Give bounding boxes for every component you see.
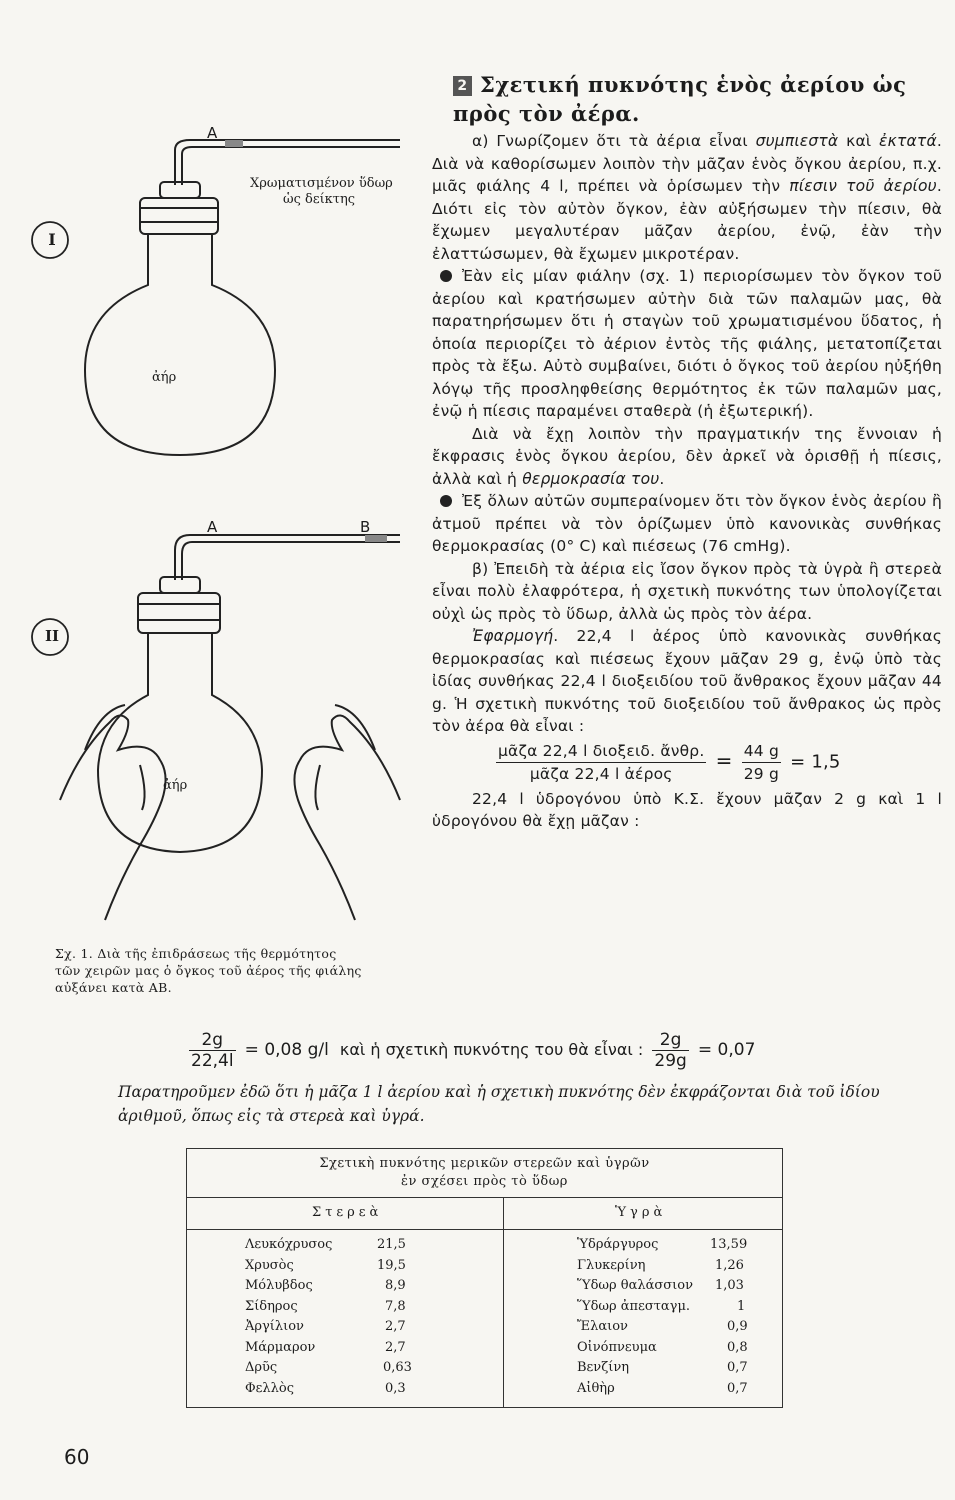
label-b: B xyxy=(360,518,371,536)
table-row: Λευκόχρυσος 21,5 xyxy=(245,1237,406,1252)
right-hand xyxy=(294,715,400,920)
density-table xyxy=(186,1148,783,1408)
table-row: Μόλυβδος 8,9 xyxy=(245,1278,406,1293)
table-row: Ὕδωρ θαλάσσιον 1,03 xyxy=(577,1278,744,1293)
bullet-icon xyxy=(440,270,452,282)
table-row: Ὕδωρ ἀπεσταγμ. 1 xyxy=(577,1298,746,1314)
table-row: Ὑδράργυρος 13,59 xyxy=(577,1237,748,1252)
equation-co2: $\frac{\text{μᾶζα 22,4 l διοξειδ. ἄνθρ.}}{\text{μᾶζα 22,4 l ἀέρος}}$ = $\frac{44 g}{29 g}$ = 1,5 xyxy=(498,741,841,783)
paragraph-bullet-2: Ἐξ ὅλων αὐτῶν συμπεραίνομεν ὅτι τὸν ὄγκον ἑνὸς ἀερίου ἢ ἀτμοῦ πρέπει νὰ τὸν ὁρίζωμεν ὑπὸ κανονικὰς συνθήκας θερμοκρασίας (0° C) καὶ πιέσεως (76 cmHg). xyxy=(432,492,942,555)
air-label-1: ἀήρ xyxy=(152,370,177,385)
left-hand xyxy=(60,715,166,920)
table-row: Οἰνόπνευμα 0,8 xyxy=(577,1339,748,1355)
flask-1-body xyxy=(85,234,275,455)
air-label-2: ἀήρ xyxy=(163,778,188,793)
body-text xyxy=(432,130,942,833)
page-number: 60 xyxy=(64,1445,90,1469)
paragraph-a: α) Γνωρίζομεν ὅτι τὰ ἀέρια εἶναι συμπιεστὰ καὶ ἐκτατά. Διὰ νὰ καθορίσωμεν λοιπὸν τὴν μᾶζαν ἑνὸς ὄγκου ἀερίου, π.χ. μιᾶς φιάλης 4 l, πρέπει νὰ ὁρίσωμεν τὴν πίεσιν τοῦ ἀερίου. Διότι εἰς τὸν αὐτὸν ὄγκον, ἐὰν αὐξήσωμεν τὴν πίεσιν, θὰ ἔχωμεν μεγαλυτέραν μᾶζαν ἀερίου, ἐνῷ, ἐὰν τὴν ἐλαττώσωμεν, θὰ ἔχωμεν μικροτέραν. xyxy=(432,132,942,263)
table-row: Σίδηρος 7,8 xyxy=(245,1298,406,1314)
roman-numeral-1: I xyxy=(48,230,56,249)
equation-hydrogen: $\frac{2g}{22,4l}$ = 0,08 g/l καὶ ἡ σχετικὴ πυκνότης του θὰ εἶναι : $\frac{2g}{29g}$ = 0,07 xyxy=(191,1030,756,1071)
table-title: Σχετικὴ πυκνότης μερικῶν στερεῶν καὶ ὑγρῶν ἐν σχέσει πρὸς τὸ ὕδωρ xyxy=(319,1156,650,1189)
table-row: Μάρμαρον 2,7 xyxy=(245,1339,406,1355)
paragraph-b: β) Ἐπειδὴ τὰ ἀέρια εἰς ἴσον ὄγκον πρὸς τὰ ὑγρὰ ἢ στερεὰ εἶναι πολὺ ἐλαφρότερα, ἡ σχετικὴ πυκνότης των ὑπολογίζεται οὐχὶ ὡς πρὸς τὸ ὕδωρ, ἀλλὰ ὡς πρὸς τὸν ἀέρα. xyxy=(432,559,942,623)
table-row: Γλυκερίνη 1,26 xyxy=(577,1257,744,1273)
water-label-line-1: Χρωματισμένον ὕδωρ xyxy=(250,176,393,191)
label-a-2: A xyxy=(207,518,218,536)
table-head-solids: Στερεὰ xyxy=(312,1205,383,1220)
table-head-liquids: Ὑγρὰ xyxy=(615,1205,667,1220)
figure-caption: Σχ. 1. Διὰ τῆς ἐπιδράσεως τῆς θερμότητος τῶν χειρῶν μας ὁ ὄγκος τοῦ ἀέρος τῆς φιάλης αὐξάνει κατὰ ΑΒ. xyxy=(55,946,362,995)
observation-text: Παρατηροῦμεν ἐδῶ ὅτι ἡ μᾶζα 1 l ἀερίου καὶ ἡ σχετικὴ πυκνότης δὲν ἐκφράζονται διὰ τοῦ ἰδίου ἀριθμοῦ, ὅπως εἰς τὰ στερεὰ καὶ ὑγρά. xyxy=(118,1083,880,1125)
table-row: Ἔλαιον 0,9 xyxy=(577,1319,748,1334)
solids-column xyxy=(245,1235,415,1399)
water-label-line-2: ὡς δείκτης xyxy=(283,192,356,207)
table-row: Αἰθὴρ 0,7 xyxy=(577,1380,748,1396)
table-row: Δρῦς 0,63 xyxy=(245,1360,412,1375)
liquids-column xyxy=(577,1235,777,1399)
label-a-1: A xyxy=(207,124,218,142)
table-row: Βενζίνη 0,7 xyxy=(577,1360,748,1375)
table-row: Χρυσὸς 19,5 xyxy=(245,1257,406,1273)
roman-numeral-2: II xyxy=(44,627,60,645)
section-number: 2 xyxy=(453,76,472,96)
paragraph-bullet-1: Ἐὰν εἰς μίαν φιάλην (σχ. 1) περιορίσωμεν τὸν ὄγκον τοῦ ἀερίου καὶ κρατήσωμεν αὐτὴν διὰ τῶν παλαμῶν μας, θὰ παρατηρήσωμεν ὅτι ἡ σταγὼν τοῦ χρωματισμένου ὕδατος, ἡ ὁποία περιορίζει τὸ ἀέριον ἐντὸς τῆς φιάλης, μετατοπίζεται πρὸς τὰ ἔξω. Αὐτὸ συμβαίνει, διότι ὁ ὄγκος τοῦ ἀερίου ηὐξήθη λόγῳ τῆς προσληφθείσης θερμότητος ἐκ τῶν παλαμῶν μας, ἐνῷ ἡ πίεσις παραμένει σταθερὰ (ἡ ἐξωτερική). xyxy=(432,267,942,420)
paragraph-temperature: Διὰ νὰ ἔχῃ λοιπὸν τὴν πραγματικήν της ἔννοιαν ἡ ἔκφρασις ἑνὸς ὄγκου ἀερίου, δὲν ἀρκεῖ νὰ ὁρισθῇ ἡ πίεσις, ἀλλὰ καὶ ἡ θερμοκρασία του. xyxy=(432,424,942,488)
bullet-icon xyxy=(440,495,452,507)
table-row: Φελλὸς 0,3 xyxy=(245,1380,406,1396)
flask-1-stopper xyxy=(160,182,200,198)
table-row: Ἀργίλιον 2,7 xyxy=(245,1319,406,1334)
paragraph-application: Ἐφαρμογή. 22,4 l ἀέρος ὑπὸ κανονικὰς συνθήκας θερμοκρασίας καὶ πιέσεως ἔχουν μᾶζαν 29 g, ἐνῷ ὑπὸ τὰς ἰδίας συνθήκας 22,4 l διοξειδίου τοῦ ἄνθρακος ἔχουν μᾶζαν 44 g. Ἡ σχετικὴ πυκνότης τοῦ διοξειδίου τοῦ ἄνθρακος ὡς πρὸς τὸν ἀέρα θὰ εἶναι : xyxy=(432,627,942,735)
paragraph-hydrogen: 22,4 l ὑδρογόνου ὑπὸ Κ.Σ. ἔχουν μᾶζαν 2 g καὶ 1 l ὑδρογόνου θὰ ἔχῃ μᾶζαν : xyxy=(432,789,942,830)
section-title: 2 Σχετική πυκνότης ἑνὸς ἀερίου ὡς πρὸς τὸν ἀέρα. xyxy=(453,72,907,126)
